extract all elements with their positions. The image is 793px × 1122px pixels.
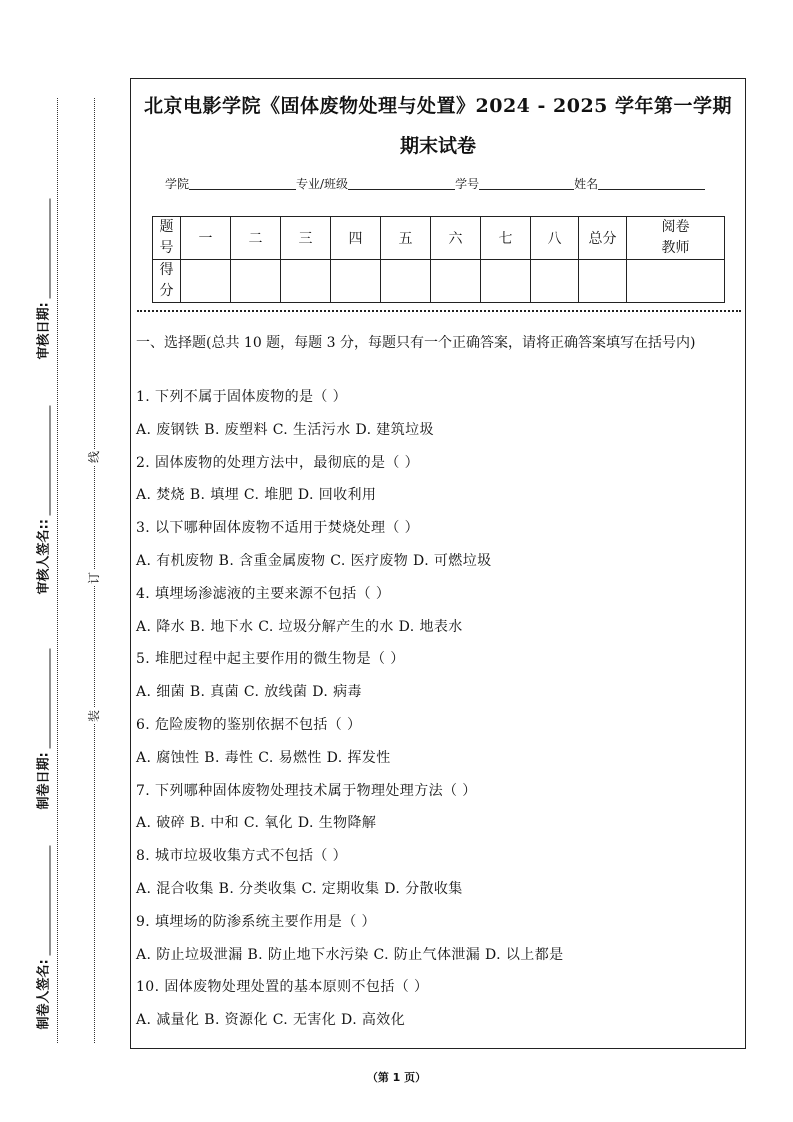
- question-10-options: A. 减量化 B. 资源化 C. 无害化 D. 高效化: [136, 1012, 406, 1029]
- col-header-1: 一: [181, 217, 231, 260]
- score-cell-total[interactable]: [579, 260, 627, 303]
- question-10: 10. 固体废物处理处置的基本原则不包括（ ）: [136, 979, 429, 996]
- dotted-separator: [137, 310, 741, 312]
- question-number-label: [153, 217, 181, 260]
- review-date-blank[interactable]: [39, 198, 51, 298]
- question-1: 1. 下列不属于固体废物的是（ ）: [136, 389, 348, 405]
- question-5: 5. 堆肥过程中起主要作用的微生物是（ ）: [136, 651, 405, 668]
- score-label: [153, 260, 181, 303]
- binding-mark-bind: 装: [87, 710, 101, 723]
- score-cell-5[interactable]: [381, 260, 431, 303]
- reviewer-sign-label: 审核人签名::: [36, 519, 52, 595]
- binding-mark-line: 线: [87, 451, 101, 464]
- college-blank[interactable]: [189, 177, 296, 190]
- student-id-label: 学号: [455, 177, 480, 191]
- student-info-row: [165, 175, 705, 192]
- score-cell-8[interactable]: [531, 260, 579, 303]
- col-header-6: 六: [431, 217, 481, 260]
- score-cell-2[interactable]: [231, 260, 281, 303]
- page-number: （第 1 页）: [366, 1071, 427, 1084]
- question-5-options: A. 细菌 B. 真菌 C. 放线菌 D. 病毒: [136, 684, 362, 701]
- reviewer-teacher-label-line2: 教师: [661, 240, 690, 256]
- exam-subtitle: 期末试卷: [399, 135, 476, 157]
- make-date-label: 制卷日期:: [36, 752, 52, 810]
- question-7: 7. 下列哪种固体废物处理技术属于物理处理方法（ ）: [136, 782, 477, 799]
- name-blank[interactable]: [598, 177, 705, 190]
- name-label: 姓名: [574, 177, 599, 191]
- score-cell-7[interactable]: [481, 260, 531, 303]
- question-6: 6. 危险废物的鉴别依据不包括（ ）: [136, 716, 362, 733]
- score-cell-reviewer[interactable]: [627, 260, 725, 303]
- make-date-field[interactable]: [33, 650, 52, 810]
- major-class-label: 专业/班级: [296, 177, 349, 191]
- score-label-line2: 分: [159, 283, 174, 299]
- col-header-total: 总分: [579, 217, 627, 260]
- question-number-label-line2: 号: [159, 240, 174, 256]
- question-1-options: A. 废钢铁 B. 废塑料 C. 生活污水 D. 建筑垃圾: [136, 421, 434, 438]
- binding-dotted-line-outer: [57, 98, 58, 1043]
- score-cell-1[interactable]: [181, 260, 231, 303]
- question-4: 4. 填埋场渗滤液的主要来源不包括（ ）: [136, 585, 391, 602]
- question-8: 8. 城市垃圾收集方式不包括（ ）: [136, 848, 348, 865]
- reviewer-sign-blank[interactable]: [39, 405, 51, 515]
- question-8-options: A. 混合收集 B. 分类收集 C. 定期收集 D. 分散收集: [136, 880, 463, 897]
- col-header-2: 二: [231, 217, 281, 260]
- reviewer-sign-field[interactable]: [33, 425, 52, 595]
- review-date-label: 审核日期:: [36, 302, 52, 360]
- reviewer-teacher-label-line1: 阅卷: [661, 219, 690, 235]
- question-9-options: A. 防止垃圾泄漏 B. 防止地下水污染 C. 防止气体泄漏 D. 以上都是: [136, 946, 564, 963]
- maker-sign-blank[interactable]: [39, 845, 51, 955]
- score-table: [152, 216, 725, 303]
- score-table-score-row: [153, 260, 725, 303]
- student-id-blank[interactable]: [479, 177, 574, 190]
- col-header-7: 七: [481, 217, 531, 260]
- college-label: 学院: [165, 177, 190, 191]
- col-header-3: 三: [281, 217, 331, 260]
- question-3-options: A. 有机废物 B. 含重金属废物 C. 医疗废物 D. 可燃垃圾: [136, 552, 492, 569]
- question-6-options: A. 腐蚀性 B. 毒性 C. 易燃性 D. 挥发性: [136, 749, 391, 766]
- question-2: 2. 固体废物的处理方法中，最彻底的是（ ）: [136, 454, 420, 471]
- maker-sign-field[interactable]: [33, 860, 52, 1030]
- exam-title: 北京电影学院《固体废物处理与处置》2024 - 2025 学年第一学期: [144, 95, 732, 117]
- reviewer-teacher-label: [627, 217, 725, 260]
- make-date-blank[interactable]: [39, 648, 51, 748]
- col-header-8: 八: [531, 217, 579, 260]
- question-4-options: A. 降水 B. 地下水 C. 垃圾分解产生的水 D. 地表水: [136, 618, 463, 635]
- maker-sign-label: 制卷人签名:: [36, 959, 52, 1030]
- section-1-heading: 一、选择题(总共 10 题，每题 3 分，每题只有一个正确答案，请将正确答案填写在括号内): [136, 335, 696, 351]
- score-cell-6[interactable]: [431, 260, 481, 303]
- question-3: 3. 以下哪种固体废物不适用于焚烧处理（ ）: [136, 520, 420, 537]
- score-table-header-row: [153, 217, 725, 260]
- score-label-line1: 得: [159, 262, 174, 278]
- binding-mark-staple: 订: [87, 572, 101, 585]
- score-cell-3[interactable]: [281, 260, 331, 303]
- question-9: 9. 填埋场的防渗系统主要作用是（ ）: [136, 913, 376, 930]
- exam-frame: [130, 78, 746, 1049]
- major-class-blank[interactable]: [348, 177, 455, 190]
- col-header-4: 四: [331, 217, 381, 260]
- score-cell-4[interactable]: [331, 260, 381, 303]
- question-number-label-line1: 题: [159, 219, 174, 235]
- question-list: [136, 388, 742, 1044]
- col-header-5: 五: [381, 217, 431, 260]
- review-date-field[interactable]: [33, 200, 52, 360]
- question-7-options: A. 破碎 B. 中和 C. 氧化 D. 生物降解: [136, 815, 377, 832]
- question-2-options: A. 焚烧 B. 填埋 C. 堆肥 D. 回收利用: [136, 487, 377, 504]
